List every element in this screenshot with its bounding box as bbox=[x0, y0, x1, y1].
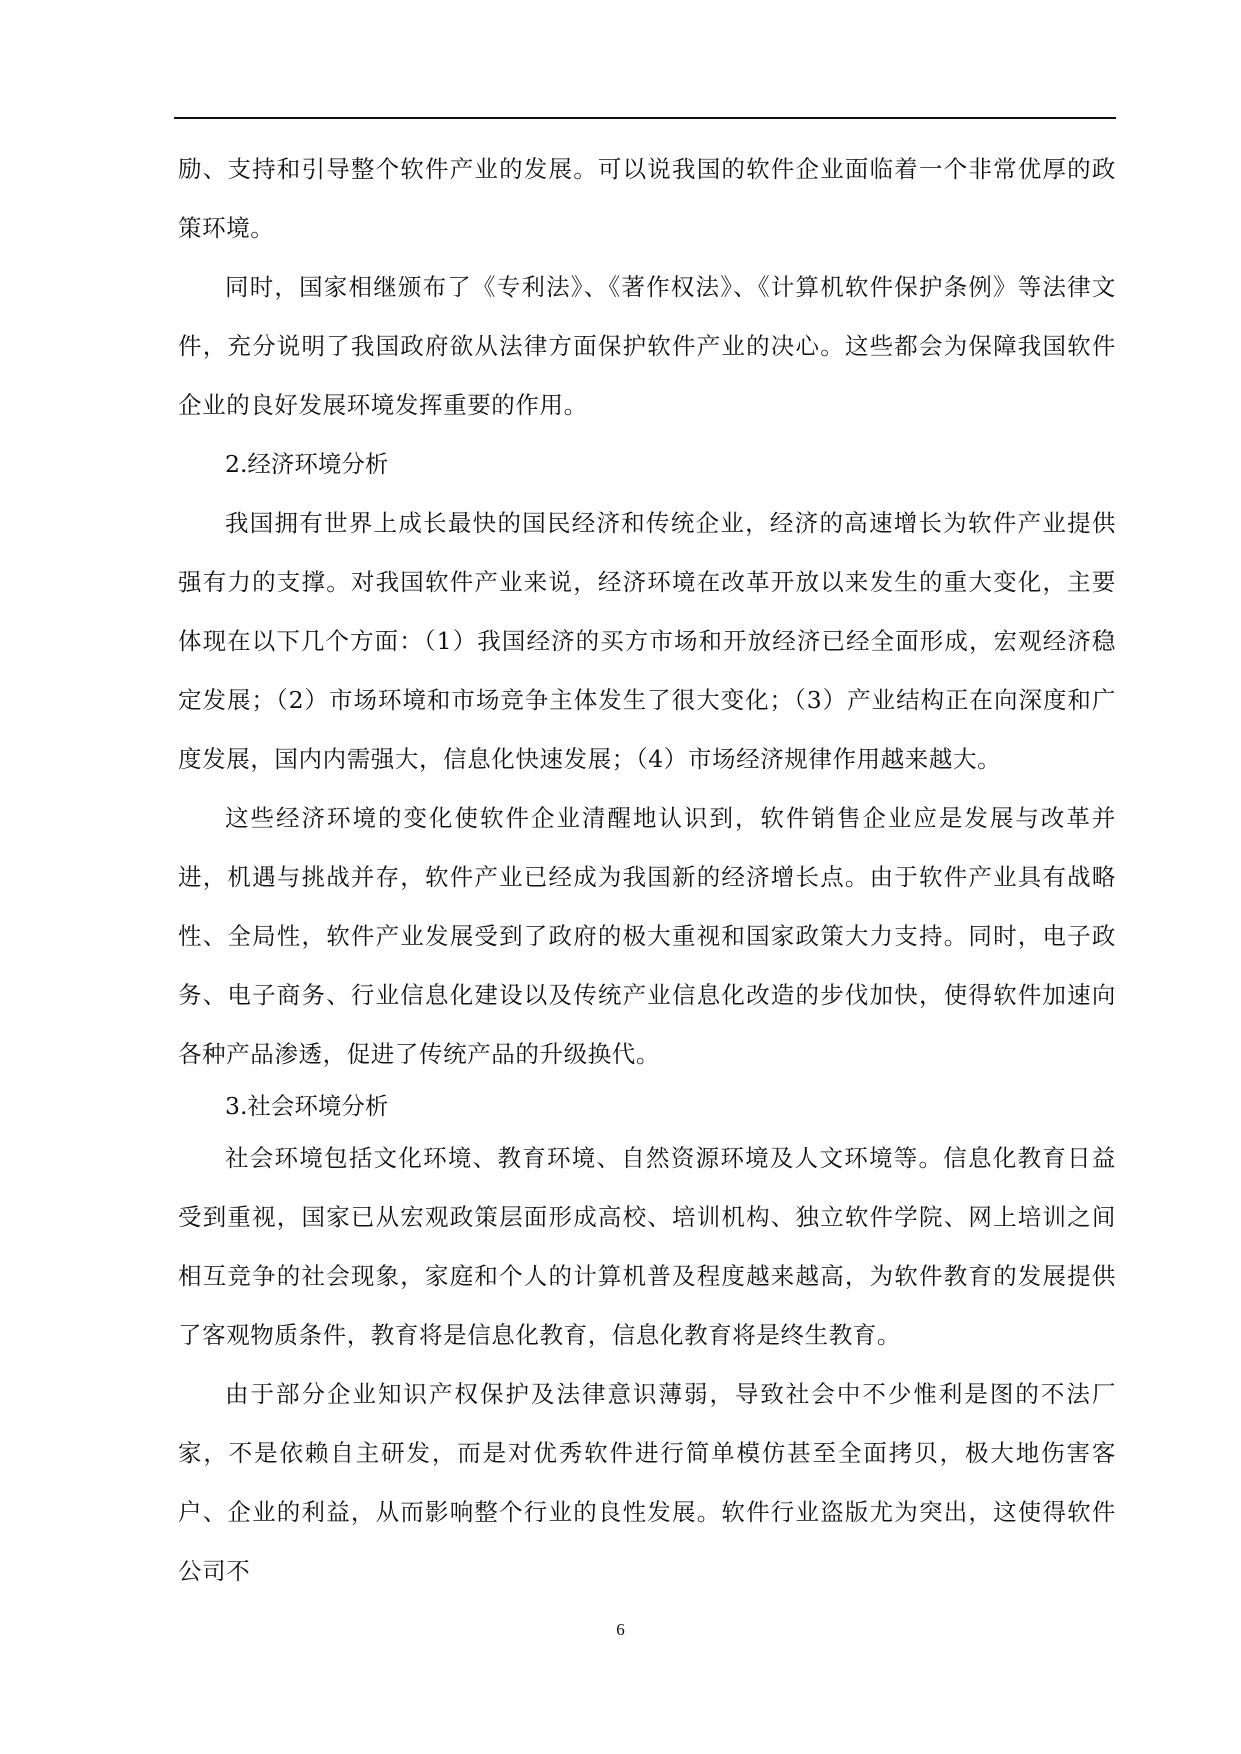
section-heading-economic: 2.经济环境分析 bbox=[225, 450, 389, 478]
paragraph-piracy: 由于部分企业知识产权保护及法律意识薄弱，导致社会中不少惟利是图的不法厂家，不是依赖自主研发，而是对优秀软件进行简单模仿甚至全面拷贝，极大地伤害客户、企业的利益，从而影响整个行业的良性发展。软件行业盗版尤为突出，这使得软件公司不 bbox=[178, 1380, 1116, 1585]
header-rule bbox=[174, 117, 1116, 119]
paragraph-continuation: 励、支持和引导整个软件产业的发展。可以说我国的软件企业面临着一个非常优厚的政策环境。 bbox=[178, 155, 1116, 242]
paragraph-economic-changes: 我国拥有世界上成长最快的国民经济和传统企业，经济的高速增长为软件产业提供强有力的支撑。对我国软件产业来说，经济环境在改革开放以来发生的重大变化，主要体现在以下几个方面：（1）我国经济的买方市场和开放经济已经全面形成，宏观经济稳定发展；（2）市场环境和市场竞争主体发生了很大变化；（3）产业结构正在向深度和广度发展，国内内需强大，信息化快速发展；（4）市场经济规律作用越来越大。 bbox=[178, 509, 1116, 773]
paragraph-economic-impact: 这些经济环境的变化使软件企业清醒地认识到，软件销售企业应是发展与改革并进，机遇与挑战并存，软件产业已经成为我国新的经济增长点。由于软件产业具有战略性、全局性，软件产业发展受到了政府的极大重视和国家政策大力支持。同时，电子政务、电子商务、行业信息化建设以及传统产业信息化改造的步伐加快，使得软件加速向各种产品渗透，促进了传统产品的升级换代。 bbox=[178, 804, 1116, 1068]
page-number: 6 bbox=[616, 1620, 625, 1639]
paragraph-social-environment: 社会环境包括文化环境、教育环境、自然资源环境及人文环境等。信息化教育日益受到重视，国家已从宏观政策层面形成高校、培训机构、独立软件学院、网上培训之间相互竞争的社会现象，家庭和个人的计算机普及程度越来越高，为软件教育的发展提供了客观物质条件，教育将是信息化教育，信息化教育将是终生教育。 bbox=[178, 1144, 1116, 1349]
page-body bbox=[178, 140, 1116, 1601]
section-heading-social: 3.社会环境分析 bbox=[225, 1092, 389, 1120]
paragraph-legal-framework: 同时，国家相继颁布了《专利法》、《著作权法》、《计算机软件保护条例》等法律文件，充分说明了我国政府欲从法律方面保护软件产业的决心。这些都会为保障我国软件企业的良好发展环境发挥重要的作用。 bbox=[178, 273, 1116, 419]
